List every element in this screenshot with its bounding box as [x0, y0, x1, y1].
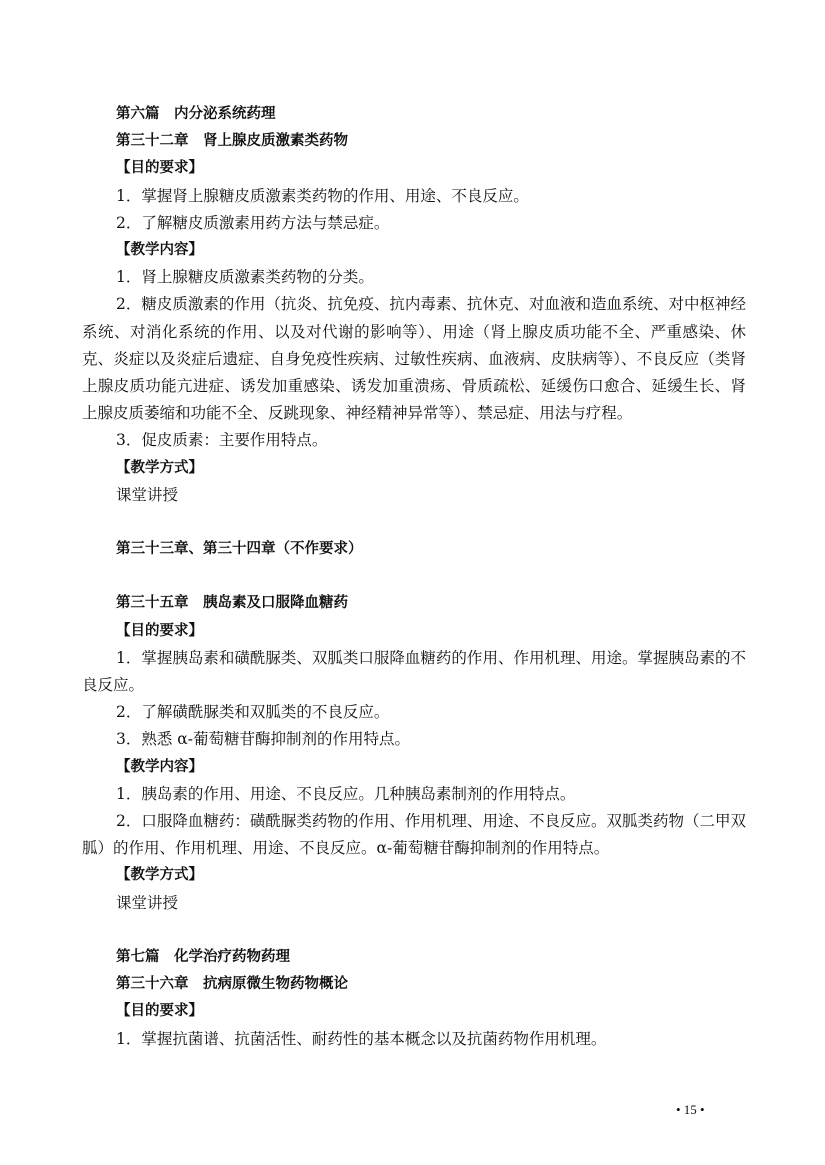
- spacer: [82, 917, 746, 944]
- part-title: 第七篇 化学治疗药物药理: [116, 948, 290, 965]
- section-heading-content: 【教学内容】: [116, 241, 203, 258]
- section-heading-goals: 【目的要求】: [116, 1003, 203, 1020]
- part-title: 第六篇 内分泌系统药理: [116, 106, 276, 122]
- content-item: 3．促皮质素：主要作用特点。: [116, 431, 328, 450]
- section-heading-goals: 【目的要求】: [116, 622, 203, 639]
- spacer: [82, 509, 746, 536]
- method-text: 课堂讲授: [116, 893, 179, 912]
- section-heading-method: 【教学方式】: [116, 459, 203, 476]
- goal-item: 1．掌握抗菌谱、抗菌活性、耐药性的基本概念以及抗菌药物作用机理。: [116, 1029, 607, 1048]
- content-item: 1．肾上腺糖皮质激素类药物的分类。: [116, 268, 374, 287]
- goal-item: 2．了解糖皮质激素用药方法与禁忌症。: [116, 213, 390, 232]
- page-content: [82, 101, 746, 1053]
- goal-item: 2．了解磺酰脲类和双胍类的不良反应。: [116, 703, 390, 722]
- chapter-title: 第三十三章、第三十四章（不作要求）: [116, 541, 363, 558]
- section-heading-content: 【教学内容】: [116, 758, 203, 775]
- chapter-title: 第三十二章 肾上腺皮质激素类药物: [116, 133, 348, 150]
- goal-item: 1．掌握肾上腺糖皮质激素类药物的作用、用途、不良反应。: [116, 186, 529, 205]
- section-heading-method: 【教学方式】: [116, 867, 203, 884]
- method-text: 课堂讲授: [116, 485, 179, 504]
- section-heading-goals: 【目的要求】: [116, 160, 203, 177]
- content-paragraph: 2．糖皮质激素的作用（抗炎、抗免疫、抗内毒素、抗休克、对血液和造血系统、对中枢神经系统、对消化系统的作用、以及对代谢的影响等）、用途（肾上腺皮质功能不全、严重感染、休克、炎症以及炎症后遗症、自身免疫性疾病、过敏性疾病、血液病、皮肤病等）、不良反应（类肾上腺皮质功能亢进症、诱发加重感染、诱发加重溃疡、骨质疏松、延缓伤口愈合、延缓生长、肾上腺皮质萎缩和功能不全、反跳现象、神经精神异常等）、禁忌症、用法与疗程。: [82, 295, 746, 423]
- chapter-title: 第三十六章 抗病原微生物药物概论: [116, 976, 348, 993]
- content-item: 1．胰岛素的作用、用途、不良反应。几种胰岛素制剂的作用特点。: [116, 784, 576, 803]
- content-paragraph: 2．口服降血糖药：磺酰脲类药物的作用、作用机理、用途、不良反应。双胍类药物（二甲双胍）的作用、作用机理、用途、不良反应。α-葡萄糖苷酶抑制剂的作用特点。: [82, 811, 746, 858]
- goal-item: 3．熟悉 α-葡萄糖苷酶抑制剂的作用特点。: [116, 730, 410, 749]
- goal-paragraph: 1．掌握胰岛素和磺酰脲类、双胍类口服降血糖药的作用、作用机理、用途。掌握胰岛素的不良反应。: [82, 648, 746, 695]
- chapter-title: 第三十五章 胰岛素及口服降血糖药: [116, 595, 348, 612]
- spacer: [82, 563, 746, 590]
- page-number: • 15 •: [676, 1102, 705, 1117]
